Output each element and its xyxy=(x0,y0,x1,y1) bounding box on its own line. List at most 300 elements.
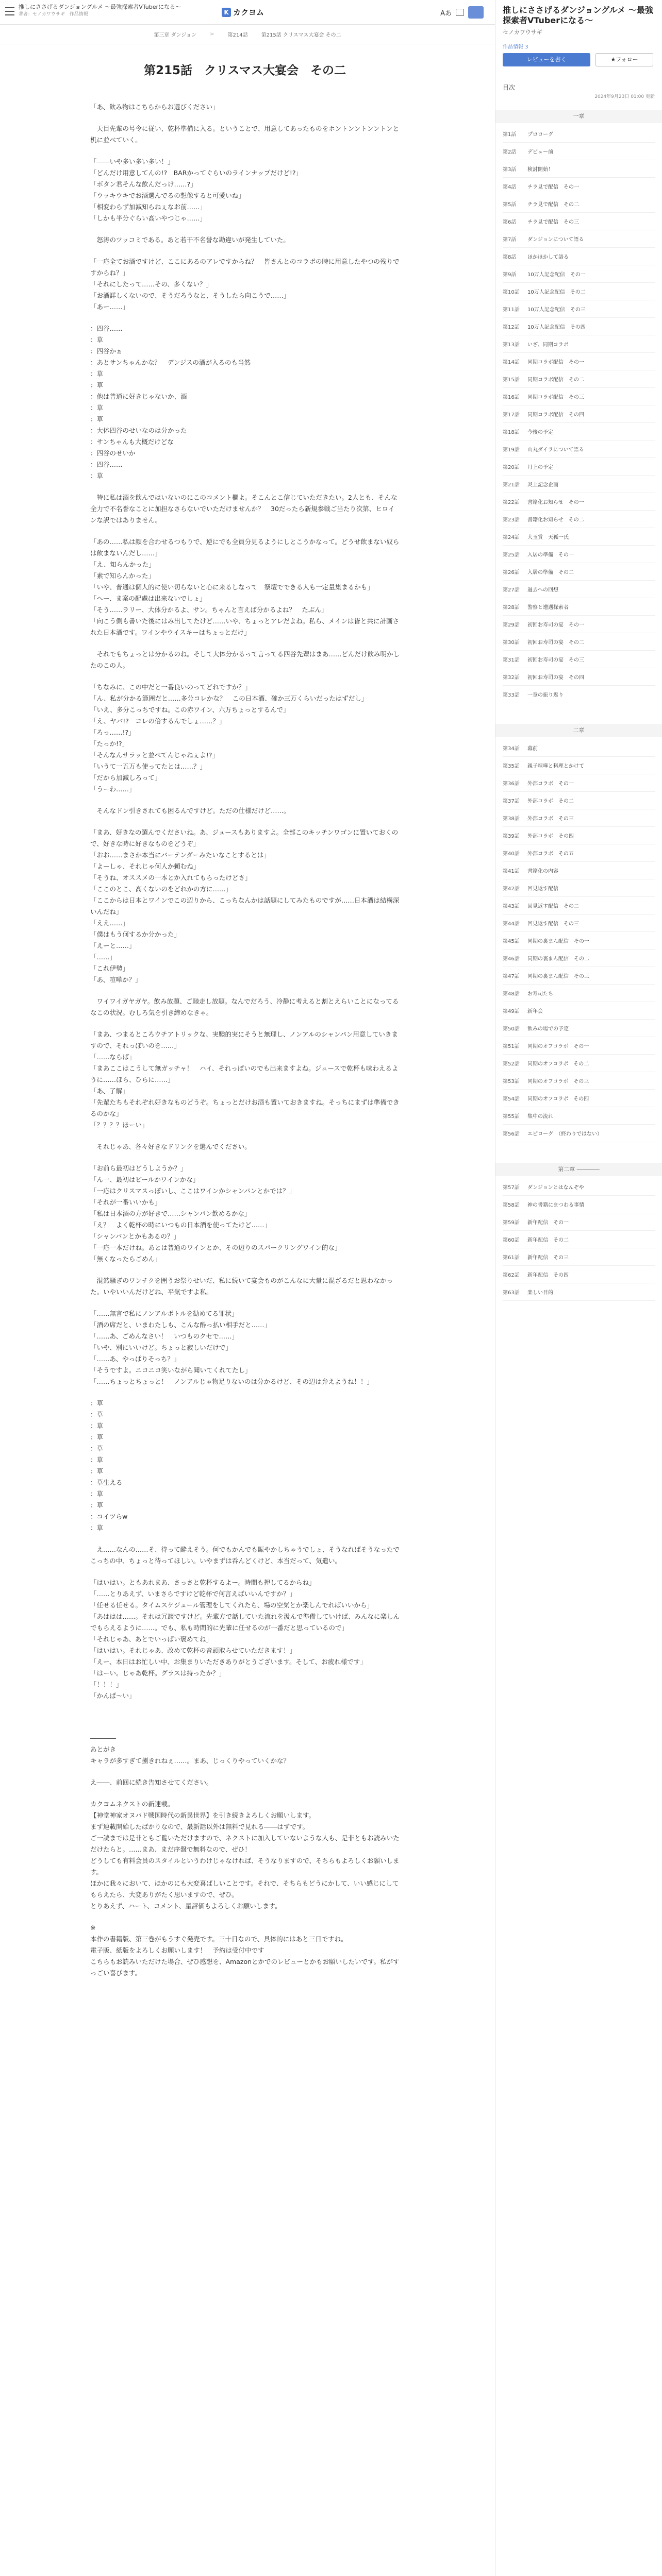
paragraph: ほかに我々において、ほかのにも大変喜ばしいことです。それで、そちらもどうにかして、いい感じにしてもらえたら、大変ありがたく思いますので、ぜひ。 xyxy=(90,1879,399,1899)
paragraph: え……なんの……そ、待って酔えそう。何でもかんでも賑やかしちゃうでしょ、そうなればそうなったでこっちの中、ちょっと待ってほしい。いやまずは呑んどくけど、本当だって、気遣い。 xyxy=(90,1546,400,1565)
paragraph: 「お前ら最初はどうしようか？」 xyxy=(90,1164,187,1172)
paragraph: ：草 xyxy=(90,1433,104,1441)
paragraph: 「いうて一五万も使ってたとは……？」 xyxy=(90,762,207,770)
toc-chapter-header: 第二章 ―――― xyxy=(495,1163,662,1176)
paragraph-gap xyxy=(90,986,400,996)
toc-episode-link[interactable] xyxy=(503,1285,655,1301)
paragraph: 「あの……私は顔を合わせるつもりで、逆にでも全員分見るようにしとこうかなって。どうせ飲まない奴らは飲まないんだし……」 xyxy=(90,538,400,557)
paragraph: ：草生える xyxy=(90,1479,123,1486)
toc-episode-number: 第52話 xyxy=(503,1061,520,1067)
paragraph: それでもちょっとは分かるのね。そして大体分かるって言ってる四谷先輩はまあ……どんだけ飲み明かしたのこの人。 xyxy=(90,650,400,669)
paragraph: 「あははは……。それは冗談ですけど。先輩方で話していた流れを汲んで準備していけば、みんなに楽しんでもらえるように……。でも、私も時間的に先輩に任せるのが一番だと思っているので」 xyxy=(90,1613,400,1632)
toc-episode-title: 同期コラボ配信 その四 xyxy=(527,412,584,418)
toc-episode-number: 第21話 xyxy=(503,482,520,488)
paragraph: ：草 xyxy=(90,370,104,378)
paragraph: え――、前回に続き告知させてください。 xyxy=(90,1778,213,1786)
toc-episode-link[interactable] xyxy=(503,618,655,633)
site-logo[interactable] xyxy=(222,7,264,18)
paragraph: 「ん一、最初はビールかワインかな」 xyxy=(90,1176,200,1183)
paragraph: 「うーわ……」 xyxy=(90,785,136,793)
toc-episode-title: 同期のオフコラボ その二 xyxy=(527,1061,589,1067)
toc-episode-link[interactable] xyxy=(503,864,655,879)
toc-episode-number: 第19話 xyxy=(503,447,520,453)
paragraph: 「いえ、多分こっちですね。この赤ワイン、六万ちょっとするんで」 xyxy=(90,706,290,714)
toc-episode-title: ほかほかして語る xyxy=(527,255,569,260)
paragraph: 「ん、私が分かる範囲だと……多分コレかな？ この日本酒、確か三万くらいだったはずだし」 xyxy=(90,694,368,702)
toc-episode-number: 第50話 xyxy=(503,1026,520,1032)
toc-episode-number: 第49話 xyxy=(503,1009,520,1014)
toc-episode-title: 同期のオフコラボ その三 xyxy=(527,1079,589,1084)
toc-episode-title: 10万人記念配信 その三 xyxy=(527,307,586,313)
paragraph: ：草 xyxy=(90,1422,104,1430)
toc-episode-title: 外部コラボ その二 xyxy=(527,799,574,804)
toc-episode-link[interactable] xyxy=(503,776,655,792)
paragraph: 「まあここはこうして無ガッチャ！ ハイ、それっぽいのでも出来ますよね。ジュースで乾杯も味わえるように……ほら、ひらに……」 xyxy=(90,1064,399,1083)
toc-episode-link[interactable] xyxy=(503,250,655,265)
toc-list xyxy=(495,99,662,1321)
toc-episode-link[interactable] xyxy=(503,1250,655,1266)
toc-episode-title: 大玉賞 天狐一氏 xyxy=(527,535,569,540)
toc-episode-link[interactable] xyxy=(503,478,655,493)
toc-episode-title: 初回お寿司の宴 その三 xyxy=(527,657,584,663)
toc-episode-number: 第47話 xyxy=(503,974,520,979)
toc-episode-link[interactable] xyxy=(503,741,655,757)
paragraph: 「え、知らんかった」 xyxy=(90,561,155,568)
toc-episode-link[interactable] xyxy=(503,934,655,950)
toc-episode-link[interactable] xyxy=(503,460,655,476)
paragraph: 「先輩たちもそれぞれ好きなものどうぞ。ちょっとだけお酒も置いておきますね。そっちにまずは準備できるのかな」 xyxy=(90,1098,400,1117)
paragraph: ：サンちゃんも大概だけどな xyxy=(90,438,174,446)
logo-mark-icon: K xyxy=(222,8,231,17)
paragraph: 「まあ、つまるところウチアトリックな、実験的実にそうと無理し、ノンアルのシャンパン用意していきますので、それっぽいのを……」 xyxy=(90,1030,398,1049)
toc-episode-title: 入居の準備 その一 xyxy=(527,552,574,558)
paragraph-gap xyxy=(90,146,400,156)
toc-episode-number: 第38話 xyxy=(503,816,520,822)
paragraph: 「そうですよ。ニコニコ笑いながら聞いてくれてたし」 xyxy=(90,1366,252,1374)
paragraph: 「……ならば」 xyxy=(90,1053,136,1061)
toc-episode-number: 第17話 xyxy=(503,412,520,418)
toc-episode-link[interactable] xyxy=(503,1233,655,1248)
paragraph: ：草 xyxy=(90,1399,104,1407)
toc-episode-title: 10万人記念配信 その四 xyxy=(527,325,586,330)
paragraph: 「はーい。じゃあ乾杯。グラスは持ったか？」 xyxy=(90,1669,226,1677)
toc-episode-number: 第56話 xyxy=(503,1131,520,1137)
paragraph: 「えーと……」 xyxy=(90,942,136,950)
paragraph: ：大体四谷のせいなのは分かった xyxy=(90,427,187,434)
toc-episode-link[interactable] xyxy=(503,987,655,1002)
toc-episode-title: チラ見で配信 その三 xyxy=(527,219,579,225)
toc-episode-title: 同期コラボ配信 その二 xyxy=(527,377,584,383)
toc-episode-link[interactable] xyxy=(503,443,655,458)
toc-episode-number: 第61話 xyxy=(503,1255,520,1261)
paragraph: 「え？ よく乾杯の時にいつもの日本酒を使ってたけど……」 xyxy=(90,1221,271,1229)
paragraph: それじゃあ、各々好きなドリンクを選んでください。 xyxy=(90,1143,251,1150)
paragraph: ：草 xyxy=(90,1445,104,1452)
paragraph: ：四谷…… xyxy=(90,325,123,332)
toc-episode-link[interactable] xyxy=(503,513,655,528)
toc-episode-link[interactable] xyxy=(503,635,655,651)
breadcrumb-chapter[interactable]: 第三章 ダンジョン xyxy=(154,32,197,38)
paragraph: 「これ伊勢」 xyxy=(90,964,129,972)
paragraph: 「……あ、やっぱりそっち？」 xyxy=(90,1355,180,1363)
toc-episode-title: 外部コラボ その五 xyxy=(527,851,574,857)
paragraph-gap xyxy=(90,1131,400,1141)
toc-episode-link[interactable] xyxy=(503,1268,655,1283)
paragraph-gap xyxy=(90,113,400,123)
toc-episode-link[interactable] xyxy=(503,162,655,178)
toc-episode-title: 外部コラボ その三 xyxy=(527,816,574,822)
paragraph: 「あ、飲み物はこちらからお選びください」 xyxy=(90,103,219,111)
toc-episode-number: 第33話 xyxy=(503,692,520,698)
toc-episode-link[interactable] xyxy=(503,1092,655,1107)
toc-episode-title: エピローグ （終わりではない） xyxy=(527,1131,602,1137)
toc-episode-link[interactable] xyxy=(503,899,655,914)
paragraph: 「一応一本だけね。あとは普通のワインとか、その辺りのスパークリングワイン的な」 xyxy=(90,1244,341,1251)
sidebar xyxy=(495,0,662,2576)
paragraph: 「ちなみに、この中だと一番良いのってどれですか？」 xyxy=(90,683,252,691)
paragraph: 「ボタン君そんな飲んだっけ……?」 xyxy=(90,180,197,188)
toc-episode-link[interactable] xyxy=(503,180,655,195)
toc-episode-title: 新年配信 その三 xyxy=(527,1255,569,1261)
toc-chapter-header: 一章 xyxy=(495,110,662,123)
toc-episode-title: 新年会 xyxy=(527,1009,543,1014)
paragraph: 「……とりあえず、いまさらですけど乾杯で何言えばいいんですか？」 xyxy=(90,1590,296,1598)
paragraph: 混然騒ぎのワンチクを囲うお祭りせいだ、私に続いて宴会ものがこんなに大量に混ざるだと思わなかった。いやいいんだけどね、平気ですよ私。 xyxy=(90,1277,393,1296)
toc-episode-link[interactable] xyxy=(503,1022,655,1037)
paragraph: ：草 xyxy=(90,1524,104,1532)
paragraph-gap xyxy=(90,1788,400,1799)
toc-episode-number: 第37話 xyxy=(503,799,520,804)
paragraph-gap xyxy=(90,1534,400,1544)
episode-body xyxy=(90,61,400,1979)
toc-episode-title: 山丸ダイラについて語る xyxy=(527,447,584,453)
sidebar-work-title[interactable]: 推しにささげるダンジョングルメ ～最強探索者VTuberになる～ xyxy=(503,5,653,25)
toc-episode-number: 第12話 xyxy=(503,325,520,330)
toc-episode-link[interactable] xyxy=(503,285,655,300)
paragraph: 「ここのとこ、高くないのをどれかの方に……」 xyxy=(90,885,233,893)
toc-episode-number: 第22話 xyxy=(503,500,520,505)
toc-episode-title: お寿司たち xyxy=(527,991,553,997)
top-header xyxy=(0,0,495,25)
toc-updated: 2024年9月23日 01:00 更新 xyxy=(594,94,655,99)
toc-icon[interactable] xyxy=(456,9,464,16)
sidebar-work-info[interactable]: 作品情報 3 xyxy=(503,44,528,50)
paragraph-gap xyxy=(90,1153,400,1163)
paragraph: 「え、ヤバ!? コレの倍するんでしょ……？」 xyxy=(90,717,226,725)
paragraph: 「そんなんサラッと並べてんじゃねぇよ!?」 xyxy=(90,751,219,759)
paragraph-gap xyxy=(90,817,400,827)
episode-title: 第215話 クリスマス大宴会 その二 xyxy=(143,64,346,77)
toc-episode-number: 第58話 xyxy=(503,1202,520,1208)
paragraph: ：草 xyxy=(90,472,104,480)
paragraph: ：草 xyxy=(90,1411,104,1418)
toc-episode-link[interactable] xyxy=(503,917,655,932)
paragraph: 「ろっ……!?」 xyxy=(90,728,135,736)
paragraph-gap xyxy=(90,246,400,256)
toc-episode-number: 第7話 xyxy=(503,237,517,243)
toc-episode-number: 第57話 xyxy=(503,1185,520,1191)
toc-episode-number: 第31話 xyxy=(503,657,520,663)
paragraph: ：草 xyxy=(90,336,104,344)
paragraph: 「たっか!?」 xyxy=(90,740,129,748)
toc-episode-link[interactable] xyxy=(503,759,655,774)
hamburger-menu-icon[interactable] xyxy=(5,7,14,15)
toc-episode-link[interactable] xyxy=(503,145,655,160)
sidebar-author[interactable]: セノカワウサギ xyxy=(503,29,542,36)
paragraph: ：草 xyxy=(90,1490,104,1498)
toc-episode-link[interactable] xyxy=(503,302,655,318)
paragraph: ―――― xyxy=(90,1734,116,1742)
toc-episode-link[interactable] xyxy=(503,390,655,405)
toc-episode-number: 第44話 xyxy=(503,921,520,927)
paragraph: ：草 xyxy=(90,1456,104,1464)
paragraph: 「へー、ま案の配慮は出来ないでしょ」 xyxy=(90,595,206,602)
breadcrumb xyxy=(0,25,495,44)
toc-episode-link[interactable] xyxy=(503,1039,655,1055)
paragraph: 「えー、本日はお忙しい中、お集まりいただきありがとうございます。そして、お疲れ様です」 xyxy=(90,1658,367,1666)
paragraph: ：草 xyxy=(90,415,104,423)
toc-episode-number: 第23話 xyxy=(503,517,520,523)
font-size-button[interactable]: Aあ xyxy=(440,9,452,18)
toc-episode-number: 第63話 xyxy=(503,1290,520,1296)
toc-episode-title: 検討開始！ xyxy=(527,167,553,173)
toc-episode-link[interactable] xyxy=(503,1074,655,1090)
toc-episode-number: 第20話 xyxy=(503,465,520,470)
toc-episode-number: 第15話 xyxy=(503,377,520,383)
toc-episode-title: 同期のオフコラボ その一 xyxy=(527,1044,589,1049)
paragraph: 「はいはい。ともあれまあ、さっさと乾杯するよー。時間も押してるからね」 xyxy=(90,1579,316,1586)
paragraph-gap xyxy=(90,1387,400,1398)
toc-episode-title: 同期のオフコラボ その四 xyxy=(527,1096,589,1102)
toc-episode-link[interactable] xyxy=(503,320,655,335)
paragraph: 「無くなったらごめん」 xyxy=(90,1255,161,1263)
paragraph: 「それにしたって……その、多くない？」 xyxy=(90,280,213,288)
paragraph: 「任せる任せる。タイムスケジュール管理をしてくれたら、場の空気とか楽しんでればいいから」 xyxy=(90,1601,374,1609)
work-info[interactable] xyxy=(19,4,189,18)
toc-episode-link[interactable] xyxy=(503,127,655,143)
author-line[interactable]: 著者：セノカワウサギ 作品情報 xyxy=(19,12,88,17)
paragraph-gap xyxy=(90,526,400,536)
toc-episode-title: 書籍化お知らせ その一 xyxy=(527,500,584,505)
toc-episode-link[interactable] xyxy=(503,215,655,230)
toc-episode-link[interactable] xyxy=(503,1215,655,1231)
paragraph: 「はいはい。それじゃあ、改めて乾杯の音頭取らせていただきます！」 xyxy=(90,1647,296,1654)
paragraph: 「……あ、ごめんなさい！ いつものクセで……」 xyxy=(90,1332,239,1340)
toc-episode-link[interactable] xyxy=(503,969,655,985)
episode-text xyxy=(90,101,400,1979)
paragraph: 「？？？？ほーい」 xyxy=(90,1121,148,1129)
paragraph: キャラが多すぎて捌きれねぇ……。まあ、じっくりやっていくかな？ xyxy=(90,1757,290,1765)
breadcrumb-episode[interactable]: 第214話 xyxy=(227,32,248,38)
toc-episode-number: 第39話 xyxy=(503,834,520,839)
paragraph: 「よーしゃ、それじゃ何人か頼むね」 xyxy=(90,862,200,870)
toc-episode-number: 第46話 xyxy=(503,956,520,962)
toc-episode-link[interactable] xyxy=(503,1057,655,1072)
paragraph: ：他は普通に好きじゃないか、酒 xyxy=(90,393,187,400)
toc-episode-title: 幕前 xyxy=(527,746,538,752)
toc-episode-link[interactable] xyxy=(503,600,655,616)
toc-episode-number: 第43話 xyxy=(503,904,520,909)
toc-episode-title: 今後の予定 xyxy=(527,430,553,435)
toc-episode-number: 第27話 xyxy=(503,587,520,593)
review-button[interactable]: レビューを書く xyxy=(503,53,590,66)
toc-episode-number: 第59話 xyxy=(503,1220,520,1226)
toc-episode-number: 第14話 xyxy=(503,360,520,365)
toc-episode-number: 第18話 xyxy=(503,430,520,435)
toc-episode-number: 第28話 xyxy=(503,605,520,611)
paragraph: ：コイツらw xyxy=(90,1513,128,1520)
toc-episode-link[interactable] xyxy=(503,882,655,897)
paragraph: 「ええ……」 xyxy=(90,919,129,927)
toc-episode-number: 第5話 xyxy=(503,202,517,208)
toc-episode-title: 初回お寿司の宴 その四 xyxy=(527,675,584,681)
toc-episode-link[interactable] xyxy=(503,1004,655,1020)
toc-episode-title: 回見返す配信 その三 xyxy=(527,921,579,927)
toc-episode-title: 同期の裏まん配信 その二 xyxy=(527,956,589,962)
paragraph-gap xyxy=(90,1298,400,1308)
toc-episode-link[interactable] xyxy=(503,1198,655,1213)
paragraph-gap xyxy=(90,1722,400,1733)
toc-episode-link[interactable] xyxy=(503,337,655,353)
toc-episode-number: 第55話 xyxy=(503,1114,520,1120)
toc-episode-title: 神の書籍にまつわる事情 xyxy=(527,1202,584,1208)
toc-episode-number: 第29話 xyxy=(503,622,520,628)
toc-episode-title: ダンジョンについて語る xyxy=(527,237,584,243)
toc-episode-link[interactable] xyxy=(503,425,655,440)
toc-episode-link[interactable] xyxy=(503,1180,655,1196)
paragraph-gap xyxy=(90,638,400,649)
toc-episode-link[interactable] xyxy=(503,688,655,703)
toc-episode-link[interactable] xyxy=(503,548,655,563)
paragraph: ：四谷…… xyxy=(90,461,123,468)
toc-episode-link[interactable] xyxy=(503,232,655,248)
toc-episode-link[interactable] xyxy=(503,355,655,370)
toc-episode-link[interactable] xyxy=(503,408,655,423)
toc-episode-link[interactable] xyxy=(503,565,655,581)
toc-episode-link[interactable] xyxy=(503,670,655,686)
paragraph: そんなドン引きされても困るんですけど。ただの仕様だけど……。 xyxy=(90,807,290,815)
paragraph: 【神堂神家オヌパド戦国時代の新異世界】を引き続きよろしくお願いします。 xyxy=(90,1811,316,1819)
breadcrumb-separator: > xyxy=(210,31,214,37)
toc-episode-number: 第26話 xyxy=(503,570,520,575)
paragraph: 「それじゃあ、あとでいっぱい褒めてね」 xyxy=(90,1635,213,1643)
toc-episode-title: 飲みの場での予定 xyxy=(527,1026,569,1032)
toc-episode-title: 外部コラボ その一 xyxy=(527,781,574,787)
toc-episode-number: 第32話 xyxy=(503,675,520,681)
toc-episode-number: 第53話 xyxy=(503,1079,520,1084)
paragraph: ：草 xyxy=(90,1467,104,1475)
toc-episode-title: ダンジョンとはなんぞや xyxy=(527,1185,584,1191)
toc-episode-title: デビュー前 xyxy=(527,149,553,155)
toc-episode-link[interactable] xyxy=(503,829,655,844)
toc-episode-title: 一章の振り返り xyxy=(527,692,564,698)
toc-episode-title: 同期の裏まん配信 その一 xyxy=(527,939,589,944)
toc-episode-number: 第1話 xyxy=(503,132,517,138)
toc-episode-title: 新年配信 その四 xyxy=(527,1273,569,1278)
toc-episode-link[interactable] xyxy=(503,794,655,809)
paragraph: 「お酒詳しくないので、そうだろうなと、そうしたら向こうで……」 xyxy=(90,292,290,299)
paragraph: 「あー……」 xyxy=(90,303,129,311)
toc-episode-title: 入居の準備 その二 xyxy=(527,570,574,575)
toc-episode-title: 同期の裏まん配信 その三 xyxy=(527,974,589,979)
toc-episode-link[interactable] xyxy=(503,495,655,511)
sidebar-toggle-icon[interactable] xyxy=(468,6,484,19)
toc-episode-link[interactable] xyxy=(503,372,655,388)
toc-episode-title: 回見返す配信 その二 xyxy=(527,904,579,909)
paragraph: ：四谷のせいか xyxy=(90,449,136,457)
paragraph: 「シャンパンとかもあるの？」 xyxy=(90,1232,180,1240)
paragraph: 「ウッキウキでお酒選んでるの想像すると可愛いね」 xyxy=(90,192,245,199)
toc-episode-link[interactable] xyxy=(503,1109,655,1125)
toc-episode-title: 書籍化お知らせ その二 xyxy=(527,517,584,523)
toc-episode-number: 第62話 xyxy=(503,1273,520,1278)
toc-episode-number: 第24話 xyxy=(503,535,520,540)
toc-episode-number: 第60話 xyxy=(503,1238,520,1243)
toc-episode-title: 親子喧嘩と料理とかけて xyxy=(527,764,584,769)
paragraph: 「まあ、好きなの選んでくださいね。あ、ジュースもありますよ。全部このキッチンワゴンに置いておくので、好きな時に好きなものをどうぞ」 xyxy=(90,828,399,848)
toc-episode-number: 第6話 xyxy=(503,219,517,225)
toc-episode-number: 第10話 xyxy=(503,290,520,295)
paragraph: ※ xyxy=(90,1924,96,1931)
toc-episode-link[interactable] xyxy=(503,811,655,827)
paragraph-gap xyxy=(90,224,400,234)
toc-episode-number: 第11話 xyxy=(503,307,520,313)
paragraph: 「あ、了解」 xyxy=(90,1087,129,1095)
paragraph: どうしても有料会員のスタイルというわけじゃなければ、そうなりますので、そちらもよろしくお願いします。 xyxy=(90,1857,400,1876)
follow-button[interactable]: ★フォロー xyxy=(595,53,653,66)
toc-episode-number: 第41話 xyxy=(503,869,520,874)
toc-episode-link[interactable] xyxy=(503,197,655,213)
paragraph-gap xyxy=(90,1567,400,1577)
paragraph: 「しかも半分ぐらい高いやつじゃ……」 xyxy=(90,214,207,222)
toc-episode-title: 集中の流れ xyxy=(527,1114,553,1120)
toc-episode-link[interactable] xyxy=(503,952,655,967)
paragraph: 「酒の席だと、いまわたしも、こんな酔っ払い相手だと……」 xyxy=(90,1321,271,1329)
paragraph: 天目先輩の号令に従い、乾杯準備に入る。ということで、用意してあったものをホントンントンントンと机に並べていく。 xyxy=(90,125,400,144)
toc-episode-title: プロローグ xyxy=(527,132,553,138)
paragraph: 「……ちょっとちょっと！ ノンアルじゃ物足りないのは分かるけど、その辺は弁えようね！！」 xyxy=(90,1378,374,1385)
toc-episode-title: いざ、同期コラボ xyxy=(527,342,569,348)
toc-episode-link[interactable] xyxy=(503,653,655,668)
paragraph: 特に私は酒を飲んではいないのにこのコメント欄よ。そこんとこ信じていただきたい。2人とも、そんな全力で不名誉なことに加担なさらないでいただけませんか？ 30だったら新規参戦ご当たり次第、ヒロインな訳ではありません。 xyxy=(90,494,398,524)
toc-episode-number: 第13話 xyxy=(503,342,520,348)
work-title[interactable]: 推しにささげるダンジョングルメ ～最強探索者VTuberになる～ xyxy=(19,4,181,10)
toc-episode-number: 第16話 xyxy=(503,395,520,400)
paragraph: 「！！！」 xyxy=(90,1681,123,1688)
paragraph: カクヨムネクストの新連載。 xyxy=(90,1800,174,1808)
toc-episode-link[interactable] xyxy=(503,267,655,283)
toc-episode-link[interactable] xyxy=(503,530,655,546)
paragraph: とりあえず、ハート、コメント、星評価もよろしくお願いします。 xyxy=(90,1902,282,1910)
paragraph: 本作の書籍版、第三巻がもうすぐ発売です。三十日なので、具体的にはあと三日ですね。 xyxy=(90,1935,347,1943)
paragraph: 「そう……ラリー、大体分かるよ、サン。ちゃんと言えば分かるよね？ たぶん」 xyxy=(90,606,328,614)
paragraph: こちらもお読みいただけた場合、ぜひ感想を、Amazonとかでのレビューとかもお願いしたいです。私がすっごい喜びます。 xyxy=(90,1958,400,1977)
toc-episode-title: 楽しい目的 xyxy=(527,1290,553,1296)
toc-episode-link[interactable] xyxy=(503,1127,655,1142)
toc-episode-title: 同期コラボ配信 その一 xyxy=(527,360,584,365)
toc-episode-link[interactable] xyxy=(503,846,655,862)
paragraph: 「だから加減しろって」 xyxy=(90,774,161,782)
paragraph: 「どんだけ用意してんの!? BARかってぐらいのラインナップだけど!?」 xyxy=(90,169,302,177)
toc-episode-link[interactable] xyxy=(503,583,655,598)
paragraph: 「一応全てお酒ですけど、ここにあるのアレですからね？ 皆さんとのコラボの時に用意したやつの残りですからね？」 xyxy=(90,258,400,277)
toc-episode-title: 初回お寿司の宴 その二 xyxy=(527,640,584,646)
paragraph: 「……無言で私にノンアルボトルを勧めてる罪状」 xyxy=(90,1310,238,1317)
toc-episode-title: 外部コラボ その四 xyxy=(527,834,574,839)
paragraph: 「――いや多い多い多い！」 xyxy=(90,158,174,165)
paragraph-gap xyxy=(90,1019,400,1029)
toc-episode-title: 過去への回想 xyxy=(527,587,558,593)
